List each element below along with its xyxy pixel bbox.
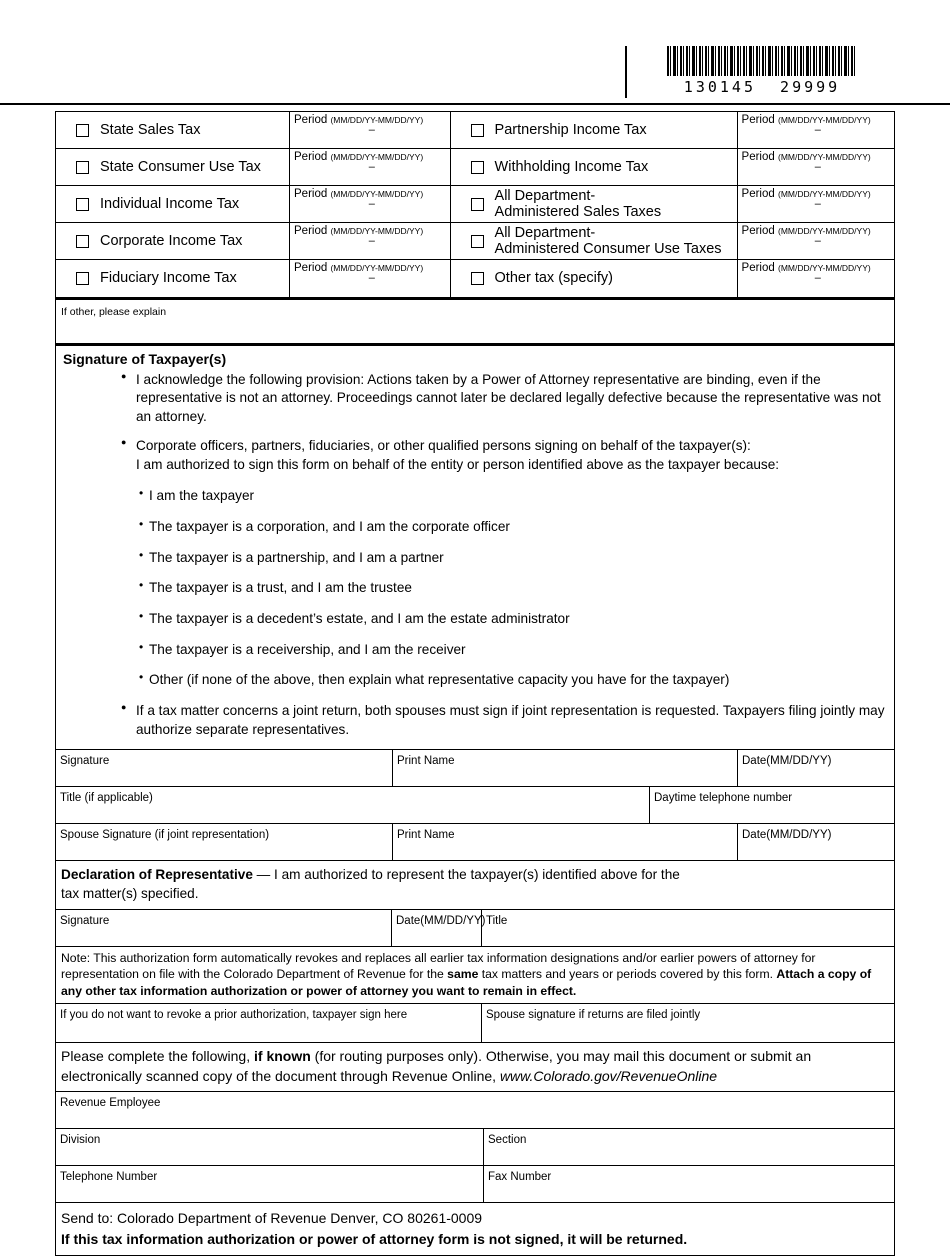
tax-label: State Sales Tax	[100, 121, 201, 138]
capacity-item-other: • Other (if none of the above, then explain what representative capacity you have for the taxpayer)	[61, 671, 886, 689]
page-header	[0, 0, 950, 108]
tax-label: Partnership Income Tax	[494, 121, 647, 138]
checkbox-all-dept-sales-taxes[interactable]	[471, 198, 484, 211]
declaration-of-representative-text	[56, 861, 894, 910]
taxpayer-date-field[interactable]	[738, 750, 894, 786]
spouse-signature-label: Spouse Signature (if joint representation)	[60, 829, 270, 842]
period-dash: –	[814, 235, 821, 247]
taxpayer-signature-field[interactable]	[56, 750, 393, 786]
tax-name-cell[interactable]	[451, 260, 738, 297]
period-dash: –	[368, 161, 375, 173]
no-revoke-spouse-sign-label: Spouse signature if returns are filed jointly	[486, 1009, 701, 1022]
period-cell-corporate-income-tax[interactable]	[290, 223, 450, 259]
representative-date-field[interactable]	[392, 910, 486, 946]
period-format: (MM/DD/YY-MM/DD/YY)	[330, 263, 424, 273]
tax-label-line2: Administered Sales Taxes	[494, 204, 662, 220]
checkbox-fiduciary-income-tax[interactable]	[76, 272, 89, 285]
period-format: (MM/DD/YY-MM/DD/YY)	[777, 152, 871, 162]
tax-name-cell[interactable]	[451, 149, 738, 185]
period-dash: –	[814, 198, 821, 210]
checkbox-all-dept-consumer-use-taxes[interactable]	[471, 235, 484, 248]
note-bold-same: same	[447, 967, 479, 982]
revenue-employee-label: Revenue Employee	[60, 1097, 161, 1110]
period-cell-all-dept-sales-taxes[interactable]	[738, 186, 894, 222]
checkbox-individual-income-tax[interactable]	[76, 198, 89, 211]
tax-name-cell[interactable]	[56, 223, 290, 259]
capacity-item-corporation: • The taxpayer is a corporation, and I am the corporate officer	[61, 518, 886, 536]
period-label: Period	[741, 151, 775, 163]
period-label: Period	[294, 114, 328, 126]
send-to-address: Send to: Colorado Department of Revenue Denver, CO 80261-0009	[61, 1210, 483, 1227]
declaration-text-line1: I am authorized to represent the taxpayer(s) identified above for the	[274, 867, 680, 883]
capacity-item-estate: • The taxpayer is a decedent’s estate, and I am the estate administrator	[61, 610, 886, 628]
revenue-online-url: www.Colorado.gov/RevenueOnline	[499, 1067, 718, 1084]
tax-name-cell[interactable]	[451, 186, 738, 222]
authorized-signer-line1: Corporate officers, partners, fiduciaries, or other qualified persons signing on behalf of the taxpayer(s):	[136, 438, 751, 454]
period-format: (MM/DD/YY-MM/DD/YY)	[330, 189, 424, 199]
tax-row-all-dept-sales-taxes	[451, 186, 894, 223]
period-label: Period	[294, 151, 328, 163]
taxpayer-print-name-label: Print Name	[397, 755, 455, 768]
barcode-divider-rule	[625, 46, 627, 98]
if-other-explain-label: If other, please explain	[61, 306, 167, 318]
tax-row-withholding-income-tax	[451, 149, 894, 186]
telephone-number-field[interactable]	[56, 1166, 484, 1202]
taxpayer-title-field[interactable]	[56, 787, 650, 823]
period-format: (MM/DD/YY-MM/DD/YY)	[330, 115, 424, 125]
tax-label: Withholding Income Tax	[494, 158, 649, 175]
section-field[interactable]	[484, 1129, 894, 1165]
representative-date-format: (MM/DD/YY)	[420, 914, 486, 927]
signature-of-taxpayers-section	[56, 346, 894, 750]
declaration-dash: —	[252, 867, 275, 883]
checkbox-corporate-income-tax[interactable]	[76, 235, 89, 248]
taxpayer-print-name-field[interactable]	[393, 750, 738, 786]
checkbox-state-consumer-use-tax[interactable]	[76, 161, 89, 174]
note-bold-attach: Attach a copy of any other tax information authorization or power of attorney you want to remain in effect.	[61, 967, 872, 998]
daytime-telephone-label: Daytime telephone number	[654, 792, 793, 805]
checkbox-state-sales-tax[interactable]	[76, 124, 89, 137]
tax-type-right-column	[451, 112, 894, 297]
spouse-signature-field[interactable]	[56, 824, 393, 860]
period-cell-individual-income-tax[interactable]	[290, 186, 450, 222]
spouse-date-field[interactable]	[738, 824, 894, 860]
period-label: Period	[294, 225, 328, 237]
tax-row-fiduciary-income-tax	[56, 260, 450, 297]
capacity-item-receivership: • The taxpayer is a receivership, and I am the receiver	[61, 641, 886, 659]
tax-row-individual-income-tax	[56, 186, 450, 223]
period-format: (MM/DD/YY-MM/DD/YY)	[777, 115, 871, 125]
capacity-item-trust: • The taxpayer is a trust, and I am the trustee	[61, 579, 886, 597]
representative-title-field[interactable]	[482, 910, 894, 946]
unsigned-warning: If this tax information authorization or power of attorney form is not signed, it will be returned.	[61, 1230, 688, 1247]
period-label: Period	[741, 114, 775, 126]
tax-row-all-dept-consumer-use-taxes	[451, 223, 894, 260]
tax-label-line1: All Department-	[494, 187, 596, 204]
checkbox-other-tax[interactable]	[471, 272, 484, 285]
taxpayer-date-format: (MM/DD/YY)	[766, 755, 832, 768]
period-dash: –	[368, 124, 375, 136]
period-cell-fiduciary-income-tax[interactable]	[290, 260, 450, 297]
signature-bullet-list	[61, 371, 886, 739]
spouse-date-label: Date	[742, 829, 767, 842]
period-format: (MM/DD/YY-MM/DD/YY)	[777, 189, 871, 199]
period-dash: –	[814, 272, 821, 284]
capacity-item-taxpayer: • I am the taxpayer	[61, 487, 886, 505]
tax-type-left-column	[56, 112, 451, 297]
spouse-date-format: (MM/DD/YY)	[766, 829, 832, 842]
tax-row-state-sales-tax	[56, 112, 450, 149]
tax-label-line1: All Department-	[494, 224, 596, 241]
telephone-fax-row	[56, 1166, 894, 1203]
routing-instructions	[56, 1043, 894, 1092]
tax-name-cell[interactable]	[56, 149, 290, 185]
note-part2: tax matters and years or periods covered by this form.	[478, 967, 777, 982]
tax-label-line2: Administered Consumer Use Taxes	[494, 241, 722, 257]
tax-row-state-consumer-use-tax	[56, 149, 450, 186]
tax-label-group	[495, 225, 722, 257]
telephone-number-label: Telephone Number	[60, 1171, 158, 1184]
routing-part2: (for routing purposes only). Otherwise, you may mail this document or submit an electronically scanned copy of the document through Revenue Online,	[61, 1048, 812, 1084]
section-label: Section	[488, 1134, 527, 1147]
period-cell-all-dept-consumer-use-taxes[interactable]	[738, 223, 894, 259]
spouse-print-name-label: Print Name	[397, 829, 455, 842]
period-label: Period	[741, 262, 775, 274]
fax-number-field[interactable]	[484, 1166, 894, 1202]
representative-title-label: Title	[486, 914, 508, 927]
tax-row-corporate-income-tax	[56, 223, 450, 260]
representative-signature-row	[56, 910, 894, 947]
revocation-note	[56, 947, 894, 1004]
capacity-item-partnership: • The taxpayer is a partnership, and I am a partner	[61, 549, 886, 567]
tax-name-cell[interactable]	[451, 223, 738, 259]
period-cell-state-sales-tax[interactable]	[290, 112, 450, 148]
tax-label-group	[495, 188, 662, 220]
tax-label: Other tax (specify)	[494, 270, 613, 287]
period-format: (MM/DD/YY-MM/DD/YY)	[330, 226, 424, 236]
taxpayer-date-label: Date	[742, 755, 767, 768]
no-revoke-spouse-sign-field[interactable]	[482, 1004, 894, 1042]
no-revoke-taxpayer-sign-field[interactable]	[56, 1004, 482, 1042]
barcode-area	[625, 46, 857, 98]
revenue-employee-field[interactable]	[56, 1092, 894, 1128]
signature-section-title: Signature of Taxpayer(s)	[63, 351, 227, 367]
tax-name-cell[interactable]	[56, 260, 290, 297]
period-format: (MM/DD/YY-MM/DD/YY)	[777, 263, 871, 273]
authorized-signer-line2: I am authorized to sign this form on behalf of the entity or person identified above as the taxpayer because:	[136, 456, 780, 472]
spouse-signature-row	[56, 824, 894, 861]
period-dash: –	[368, 235, 375, 247]
send-to-footer	[56, 1203, 894, 1255]
taxpayer-signature-row	[56, 750, 894, 787]
form-body	[55, 111, 895, 1256]
period-cell-partnership-income-tax[interactable]	[738, 112, 894, 148]
fax-number-label: Fax Number	[488, 1171, 552, 1184]
authorized-signer-bullet	[61, 437, 886, 474]
header-horizontal-rule	[0, 103, 950, 105]
period-cell-state-consumer-use-tax[interactable]	[290, 149, 450, 185]
no-revoke-taxpayer-sign-label: If you do not want to revoke a prior authorization, taxpayer sign here	[60, 1009, 408, 1022]
tax-label: State Consumer Use Tax	[100, 158, 261, 175]
daytime-telephone-field[interactable]	[650, 787, 894, 823]
period-dash: –	[814, 161, 821, 173]
period-label: Period	[294, 188, 328, 200]
representative-signature-field[interactable]	[56, 910, 392, 946]
barcode-digits: 130145 29999	[683, 78, 841, 96]
tax-label: Corporate Income Tax	[100, 232, 243, 249]
period-cell-other-tax[interactable]	[738, 260, 894, 297]
declaration-title: Declaration of Representative	[61, 867, 253, 883]
period-cell-withholding-income-tax[interactable]	[738, 149, 894, 185]
period-dash: –	[368, 272, 375, 284]
revenue-employee-row	[56, 1092, 894, 1129]
checkbox-partnership-income-tax[interactable]	[471, 124, 484, 137]
checkbox-withholding-income-tax[interactable]	[471, 161, 484, 174]
tax-row-other-tax	[451, 260, 894, 297]
period-label: Period	[741, 188, 775, 200]
tax-label: Fiduciary Income Tax	[100, 270, 237, 287]
tax-name-cell[interactable]	[56, 186, 290, 222]
barcode-block	[667, 46, 857, 98]
capacity-sub-bullet-list	[61, 487, 886, 689]
period-format: (MM/DD/YY-MM/DD/YY)	[777, 226, 871, 236]
division-section-row	[56, 1129, 894, 1166]
tax-label: Individual Income Tax	[100, 195, 240, 212]
declaration-text-line2: tax matter(s) specified.	[61, 886, 199, 902]
routing-bold-if-known: if known	[254, 1048, 311, 1065]
period-label: Period	[741, 225, 775, 237]
division-field[interactable]	[56, 1129, 484, 1165]
acknowledgement-bullet: ● I acknowledge the following provision: Actions taken by a Power of Attorney representative are binding, even if the representative is not an attorney. Proceedings cannot later be declared legally defective because the representative was not an attorney.	[61, 371, 886, 426]
routing-part1: Please complete the following,	[61, 1048, 254, 1065]
taxpayer-title-phone-row	[56, 787, 894, 824]
period-dash: –	[814, 124, 821, 136]
tax-name-cell[interactable]	[56, 112, 290, 148]
tax-row-partnership-income-tax	[451, 112, 894, 149]
period-dash: –	[368, 198, 375, 210]
representative-signature-label: Signature	[60, 914, 110, 927]
no-revoke-signature-row	[56, 1004, 894, 1043]
division-label: Division	[60, 1134, 101, 1147]
period-label: Period	[294, 262, 328, 274]
joint-return-bullet: ● If a tax matter concerns a joint return, both spouses must sign if joint representation is requested. Taxpayers filing jointly may authorize separate representatives.	[61, 702, 886, 739]
taxpayer-title-label: Title (if applicable)	[60, 792, 153, 805]
spouse-print-name-field[interactable]	[393, 824, 738, 860]
taxpayer-signature-label: Signature	[60, 755, 110, 768]
note-part1: Note: This authorization form automatically revokes and replaces all earlier tax information designations and/or earlier powers of attorney for representation on file with the Colorado Department of Revenue for the	[61, 950, 816, 982]
if-other-explain-field[interactable]	[56, 300, 894, 346]
barcode-icon	[667, 46, 857, 76]
tax-type-grid	[56, 112, 894, 300]
period-format: (MM/DD/YY-MM/DD/YY)	[330, 152, 424, 162]
representative-date-label: Date	[396, 914, 421, 927]
tax-name-cell[interactable]	[451, 112, 738, 148]
